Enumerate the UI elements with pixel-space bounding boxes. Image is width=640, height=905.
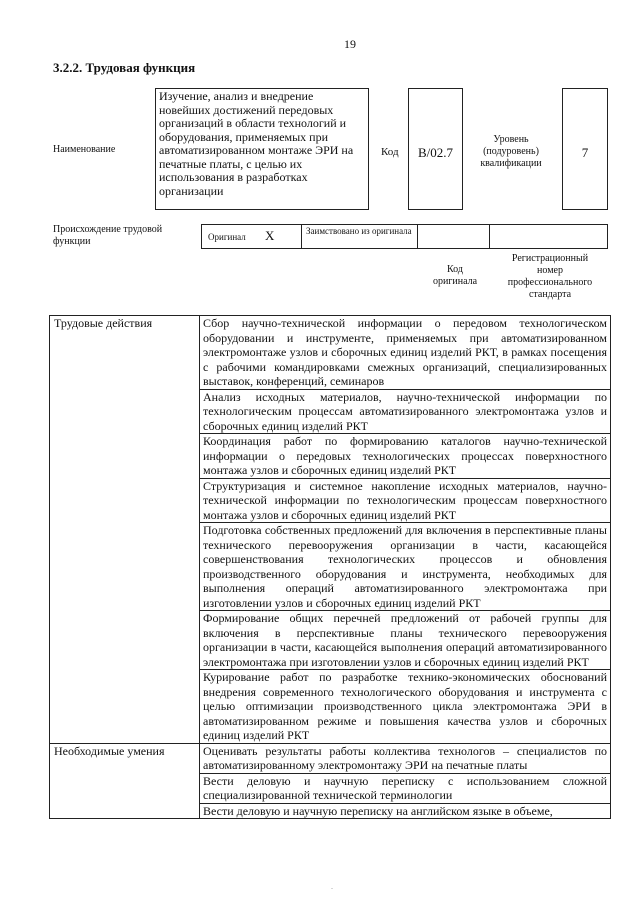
reg-number-cell [490,225,607,248]
level-value-box: 7 [562,88,608,210]
row-category: Трудовые действия [50,316,200,744]
code-value-box: B/02.7 [408,88,463,210]
section-title: 3.2.2. Трудовая функция [53,60,196,75]
reg-number-label: Регистрационный номер профессионального стандарта [507,253,593,300]
borrowed-label: Заимствовано из оригинала [306,226,412,236]
row-item: Структуризация и системное накопление исходных материалов, научно-технической информации по технологическим процессам поверхностного монтажа узлов и сборочных единиц изделий РКТ [200,478,611,523]
page-number: 19 [344,37,356,51]
function-name-box: Изучение, анализ и внедрение новейших достижений передовых организаций в области технологий и оборудования, применяемых при автоматизированном монтаже ЭРИ на печатные платы, с целью их использования в разработках организации [155,88,369,210]
origin-label: Происхождение трудовой функции [53,224,163,247]
row-item: Формирование общих перечней предложений от рабочей группы для включения в перспективные планы технического перевооружения организации в части, касающейся выполнения операций автоматизированного электромонтажа при изготовлении узлов и сборочных единиц изделий РКТ [200,611,611,670]
original-mark: X [265,228,275,243]
row-item: Вести деловую и научную переписку на английском языке в объеме, [200,803,611,819]
code-original-label: Код оригинала [432,264,478,287]
table-row [50,316,611,390]
row-item: Сбор научно-технической информации о передовом технологическом оборудовании и инструменте, применяемых при автоматизированном электромонтаже узлов и сборочных единиц изделий РКТ, в рамках посещения с рабочими командировками смежных организаций, специализированных выставок, конференций, семинаров [200,316,611,390]
row-item: Вести деловую и научную переписку с использованием сложной специализированной технической терминологии [200,773,611,803]
original-label: Оригинал [208,232,246,242]
original-cell [202,225,302,248]
table-row [50,743,611,773]
row-item: Оценивать результаты работы коллектива технологов – специалистов по автоматизированному электромонтажу ЭРИ на печатные платы [200,743,611,773]
level-label: Уровень (подуровень) квалификации [480,134,542,169]
code-label: Код [381,146,399,158]
code-original-cell [418,225,490,248]
borrowed-cell [302,225,418,248]
row-item: Координация работ по формированию каталогов научно-технической информации о передовых технологических процессах поверхностного монтажа узлов и сборочных единиц изделий РКТ [200,434,611,479]
function-table-body [50,316,611,819]
name-label: Наименование [53,144,116,155]
row-item: Подготовка собственных предложений для включения в перспективные планы технического перевооружения организации в части, касающейся совершенствования технологических процессов и обновления производственного оборудования и инструмента, необходимых для выполнения операций автоматизированного электромонтажа при изготовлении узлов и сборочных единиц изделий РКТ [200,523,611,611]
function-table [49,315,611,819]
row-item: Анализ исходных материалов, научно-технической информации по технологическим процессам автоматизированного электромонтажа узлов и сборочных единиц изделий РКТ [200,389,611,434]
footer-mark: . [331,882,333,891]
origin-row [201,224,608,249]
row-category: Необходимые умения [50,743,200,819]
row-item: Курирование работ по разработке технико-экономических обоснований внедрения современного технологического оборудования и инструмента с целью оптимизации производственного цикла электромонтажа ЭРИ в автоматизированном режиме и повышения качества узлов и сборочных единиц изделий РКТ [200,670,611,744]
